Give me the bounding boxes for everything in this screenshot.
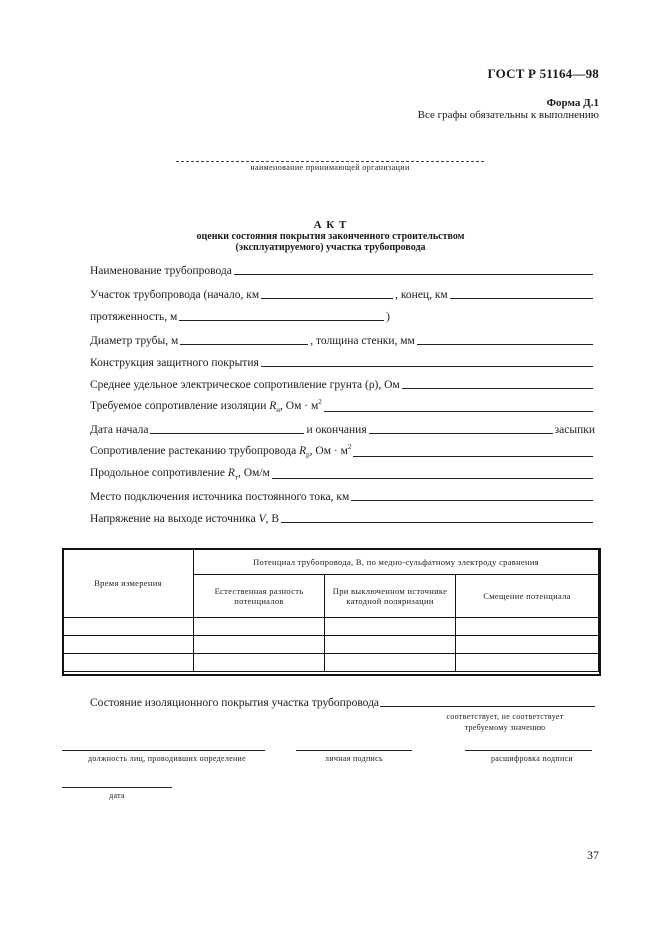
field-coating bbox=[90, 355, 595, 369]
conclusion-field bbox=[90, 697, 595, 709]
conclusion-line[interactable] bbox=[380, 705, 595, 707]
standard-number: ГОСТ Р 51164—98 bbox=[487, 66, 599, 81]
field-insulation-required bbox=[90, 397, 595, 414]
field-voltage bbox=[90, 511, 595, 525]
spread-symbol: R bbox=[299, 444, 307, 457]
page-number: 37 bbox=[587, 848, 599, 862]
organization-caption: наименование принимающей организации bbox=[250, 163, 410, 172]
voltage-symbol: V bbox=[258, 513, 266, 525]
conclusion-caption bbox=[410, 711, 600, 733]
act-subtitle bbox=[0, 231, 661, 253]
table-cell[interactable] bbox=[325, 636, 456, 654]
header-natural-difference: Естественная разность потенциалов bbox=[194, 575, 325, 618]
field-diameter-label: Диаметр трубы, м bbox=[90, 335, 179, 347]
field-insulation-required-label bbox=[90, 398, 322, 414]
table-cell[interactable] bbox=[194, 636, 325, 654]
field-insulation-required-line[interactable] bbox=[324, 410, 593, 412]
field-source-place bbox=[90, 489, 595, 503]
header-potential-group: Потенциал трубопровода, В, по медно-сульфатному электроду сравнения bbox=[194, 549, 599, 575]
field-spread-resistance-line[interactable] bbox=[353, 455, 593, 457]
act-subtitle-line-1: оценки состояния покрытия законченного строительством bbox=[196, 231, 465, 242]
field-soil-resistance-line[interactable] bbox=[402, 387, 593, 389]
insulation-req-units: , Ом · м bbox=[280, 399, 319, 412]
table-cell[interactable] bbox=[63, 618, 194, 636]
conclusion-label: Состояние изоляционного покрытия участка трубопровода bbox=[90, 697, 380, 709]
act-title: А К Т bbox=[313, 219, 348, 231]
field-soil-resistance bbox=[90, 377, 595, 391]
header-source-off: При выключенном источнике катодной поляризации bbox=[325, 575, 456, 618]
field-longitudinal-resistance bbox=[90, 467, 595, 481]
field-spread-resistance-label bbox=[90, 443, 351, 459]
voltage-units: , В bbox=[265, 513, 280, 525]
header-potential-shift: Смещение потенциала bbox=[456, 575, 599, 618]
spread-pow: 2 bbox=[347, 442, 352, 451]
table-row bbox=[63, 654, 599, 672]
field-longitudinal-resistance-line[interactable] bbox=[272, 477, 593, 479]
field-date-start-label: Дата начала bbox=[90, 424, 149, 436]
conclusion-caption-line-2: требуемому значению bbox=[464, 723, 546, 732]
signature-decoding-caption: расшифровка подписи bbox=[490, 754, 574, 763]
table-row bbox=[63, 618, 599, 636]
field-wall-label: , толщина стенки, мм bbox=[310, 335, 415, 347]
insulation-req-pow: 2 bbox=[318, 397, 322, 406]
insulation-req-index: и bbox=[276, 406, 281, 414]
field-section bbox=[90, 287, 595, 301]
signature-decoding-line[interactable] bbox=[465, 749, 592, 751]
form-label: Форма Д.1 bbox=[546, 97, 599, 109]
signature-personal-line[interactable] bbox=[296, 749, 412, 751]
field-date-end-label: и окончания bbox=[306, 424, 367, 436]
table-cell[interactable] bbox=[63, 654, 194, 672]
field-source-place-label: Место подключения источника постоянного тока, км bbox=[90, 491, 350, 503]
field-length bbox=[90, 309, 390, 323]
table-cell[interactable] bbox=[325, 654, 456, 672]
header-time: Время измерения bbox=[63, 549, 194, 618]
insulation-req-symbol: R bbox=[269, 399, 277, 412]
field-pipeline-name bbox=[90, 263, 595, 277]
long-prefix: Продольное сопротивление bbox=[90, 466, 226, 479]
field-pipeline-name-line[interactable] bbox=[234, 273, 593, 275]
signature-position-caption: должность лиц, проводивших определение bbox=[88, 754, 246, 763]
signature-position-line[interactable] bbox=[62, 749, 265, 751]
field-wall-line[interactable] bbox=[417, 343, 593, 345]
organization-line[interactable] bbox=[176, 160, 484, 162]
field-dates bbox=[90, 422, 595, 436]
field-soil-resistance-label: Среднее удельное электрическое сопротивление грунта (ρ), Ом bbox=[90, 379, 400, 391]
long-index: т bbox=[234, 473, 238, 481]
table-cell[interactable] bbox=[194, 654, 325, 672]
field-date-end-line[interactable] bbox=[369, 432, 553, 434]
long-units: , Ом/м bbox=[237, 466, 270, 479]
measurement-table bbox=[62, 548, 599, 672]
table-cell[interactable] bbox=[456, 618, 599, 636]
table-cell[interactable] bbox=[456, 636, 599, 654]
insulation-req-prefix: Требуемое сопротивление изоляции bbox=[90, 399, 267, 412]
field-longitudinal-resistance-label bbox=[90, 467, 270, 481]
field-pipeline-name-label: Наименование трубопровода bbox=[90, 265, 232, 277]
date-line[interactable] bbox=[62, 786, 172, 788]
spread-prefix: Сопротивление растеканию трубопровода bbox=[90, 444, 297, 457]
field-spread-resistance bbox=[90, 442, 595, 459]
table-row bbox=[63, 636, 599, 654]
spread-index: р bbox=[306, 451, 310, 459]
table-cell[interactable] bbox=[325, 618, 456, 636]
field-date-start-line[interactable] bbox=[150, 432, 304, 434]
field-coating-label: Конструкция защитного покрытия bbox=[90, 357, 259, 369]
field-length-close: ) bbox=[386, 311, 390, 323]
field-date-backfill-label: засыпки bbox=[554, 424, 595, 436]
table-cell[interactable] bbox=[63, 636, 194, 654]
table-cell[interactable] bbox=[194, 618, 325, 636]
act-subtitle-line-2: (эксплуатируемого) участка трубопровода bbox=[235, 242, 426, 253]
signature-personal-caption: личная подпись bbox=[325, 754, 383, 763]
field-section-start-label: Участок трубопровода (начало, км bbox=[90, 289, 260, 301]
required-note: Все графы обязательны к выполнению bbox=[417, 109, 599, 121]
spread-units: , Ом · м bbox=[309, 444, 348, 457]
date-caption: дата bbox=[109, 791, 125, 800]
field-section-end-label: , конец, км bbox=[395, 289, 448, 301]
field-diameter bbox=[90, 333, 595, 347]
field-section-end-line[interactable] bbox=[450, 297, 593, 299]
long-symbol: R bbox=[227, 466, 235, 479]
field-length-label: протяженность, м bbox=[90, 311, 178, 323]
field-length-line[interactable] bbox=[179, 319, 384, 321]
voltage-prefix: Напряжение на выходе источника bbox=[90, 513, 256, 525]
conclusion-caption-line-1: соответствует, не соответствует bbox=[446, 712, 564, 721]
field-diameter-line[interactable] bbox=[180, 343, 308, 345]
table-cell[interactable] bbox=[456, 654, 599, 672]
field-coating-line[interactable] bbox=[261, 365, 593, 367]
field-source-place-line[interactable] bbox=[351, 499, 593, 501]
field-section-start-line[interactable] bbox=[261, 297, 393, 299]
field-voltage-label bbox=[90, 513, 279, 525]
field-voltage-line[interactable] bbox=[281, 521, 593, 523]
